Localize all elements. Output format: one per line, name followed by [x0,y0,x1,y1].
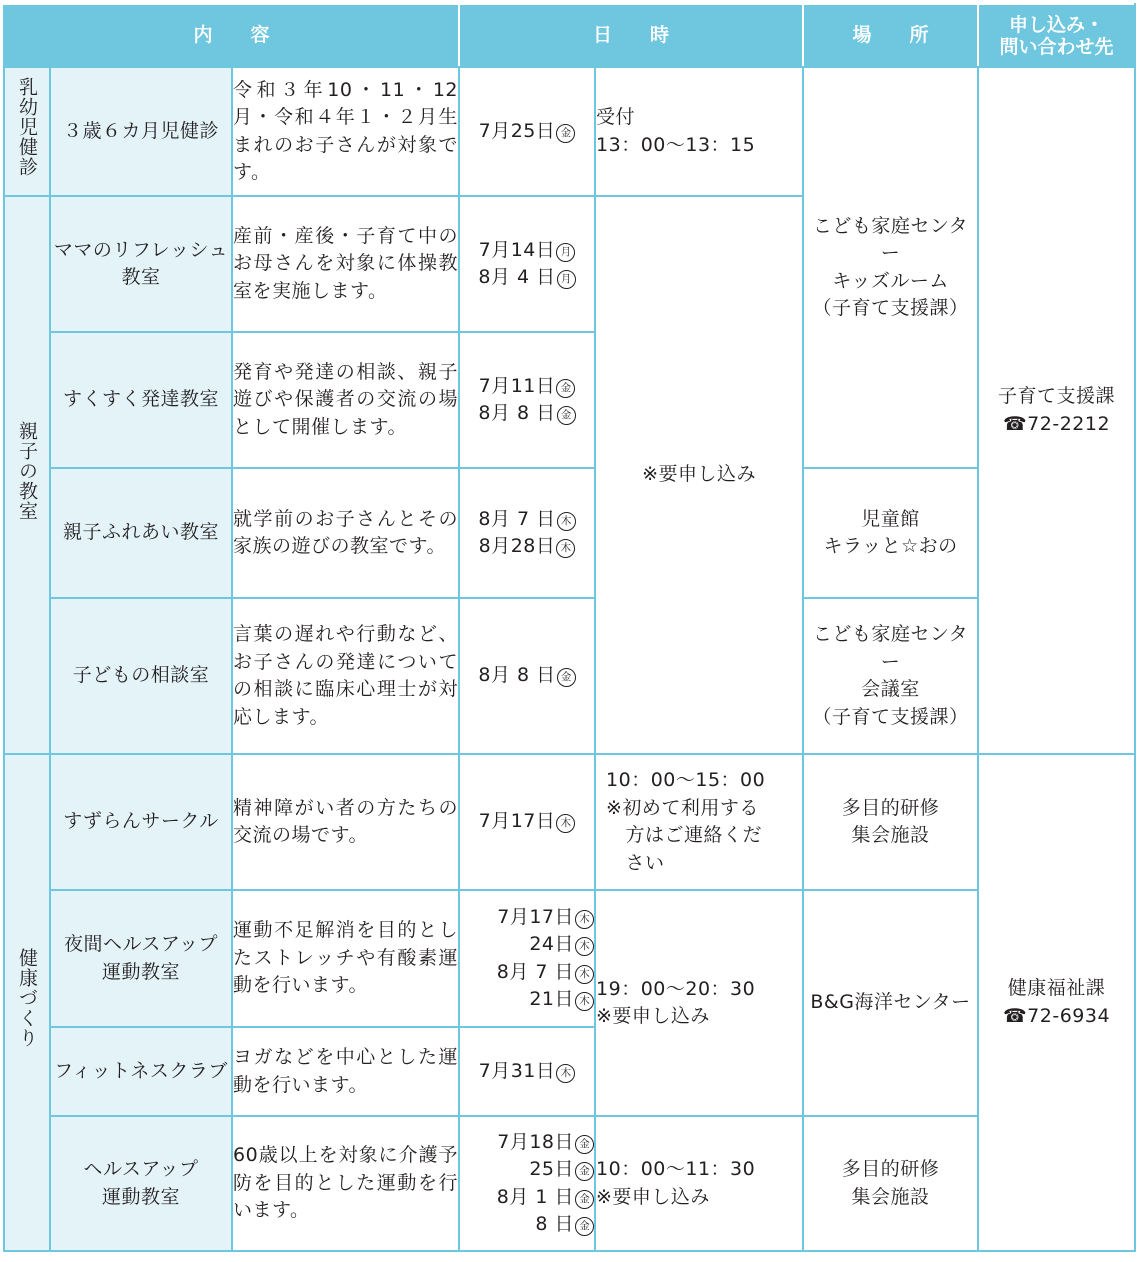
class-dates [459,598,595,754]
date-line [460,506,594,534]
date-text: 8月 8 日 [478,402,556,424]
table-row [4,754,1135,890]
header-content: 内 容 [4,4,459,67]
category-label: 健康づくり [16,948,38,1049]
category-label: 乳幼児健診 [16,77,38,178]
class-place: こども家庭センター キッズルーム （子育て支援課） [803,67,978,468]
category-infant [4,67,50,196]
date-text: 21日 [529,988,575,1010]
weekday-badge: 月 [557,270,576,289]
class-dates [459,890,595,1027]
date-text: 8 日 [535,1213,575,1235]
weekday-badge: 木 [556,539,575,558]
class-description: ヨガなどを中心とした運動を行います。 [232,1027,459,1116]
class-time: 19：00〜20：30 ※要申し込み [595,890,803,1116]
date-line [460,808,594,836]
class-dates [459,1116,595,1251]
weekday-badge: 金 [556,379,575,398]
date-text: 7月31日 [478,1059,556,1082]
class-name: ママのリフレッシュ 教室 [50,196,232,332]
class-dates [459,468,595,598]
class-description: 産前・産後・子育て中のお母さんを対象に体操教室を実施します。 [232,196,459,332]
category-label: 親子の教室 [16,420,38,521]
date-line [460,959,594,987]
class-time: 10：00〜15：00 ※初めて利用する 方はご連絡くだ さい [595,754,803,890]
class-name: ３歳６カ月児健診 [50,67,232,196]
header-place: 場 所 [803,4,978,67]
date-line [460,931,594,959]
date-text: 7月25日 [478,119,556,142]
date-text: 7月14日 [478,238,556,261]
class-name: 夜間ヘルスアップ 運動教室 [50,890,232,1027]
class-name: すくすく発達教室 [50,332,232,468]
class-name: 親子ふれあい教室 [50,468,232,598]
class-time: 10：00〜11：30 ※要申し込み [595,1116,803,1251]
weekday-badge: 木 [575,910,594,929]
weekday-badge: 金 [556,124,575,143]
table-row [4,67,1135,196]
contact-health: 健康福祉課 ☎72-6934 [978,754,1135,1251]
date-line [460,904,594,932]
class-dates [459,332,595,468]
date-line [460,986,594,1014]
header-datetime: 日 時 [459,4,803,67]
date-line [460,118,594,146]
class-name: ヘルスアップ 運動教室 [50,1116,232,1251]
date-text: 25日 [529,1158,575,1180]
class-description: 令和３年10・11・12月・令和４年１・２月生まれのお子さんが対象です。 [232,67,459,196]
weekday-badge: 金 [557,668,576,687]
date-text: 8月 1 日 [496,1185,575,1208]
header-contact: 申し込み・ 問い合わせ先 [978,4,1135,67]
class-name: フィットネスクラブ [50,1027,232,1116]
class-place: 多目的研修 集会施設 [803,1116,978,1251]
weekday-badge: 金 [557,406,576,425]
class-place: 児童館 キラッと☆おの [803,468,978,598]
class-description: 言葉の遅れや行動など、お子さんの発達についての相談に臨床心理士が対応します。 [232,598,459,754]
class-description: 就学前のお子さんとその家族の遊びの教室です。 [232,468,459,598]
date-line [460,662,594,690]
weekday-badge: 金 [575,1162,594,1181]
contact-childcare: 子育て支援課 ☎72-2212 [978,67,1135,754]
schedule-table [3,3,1136,1252]
date-line [460,264,594,292]
class-place: B&G海洋センター [803,890,978,1116]
class-dates [459,67,595,196]
date-text: 8月 4 日 [478,266,556,288]
weekday-badge: 金 [575,1135,594,1154]
date-line [460,1211,594,1239]
weekday-badge: 木 [575,965,594,984]
date-line [460,1129,594,1157]
date-line [460,1156,594,1184]
class-dates [459,1027,595,1116]
category-health [4,754,50,1251]
weekday-badge: 木 [575,937,594,956]
category-parent [4,196,50,754]
class-place: 多目的研修 集会施設 [803,754,978,890]
table-row [4,468,1135,598]
class-description: 発育や発達の相談、親子遊びや保護者の交流の場として開催します。 [232,332,459,468]
class-name: 子どもの相談室 [50,598,232,754]
date-text: 7月17日 [497,905,575,928]
class-name: すずらんサークル [50,754,232,890]
class-description: 運動不足解消を目的としたストレッチや有酸素運動を行います。 [232,890,459,1027]
date-line [460,237,594,265]
weekday-badge: 木 [557,512,576,531]
class-time: 受付 13：00〜13：15 [595,67,803,196]
class-dates [459,754,595,890]
date-text: 7月11日 [478,374,556,397]
date-text: 7月18日 [497,1130,575,1153]
table-row [4,598,1135,754]
weekday-badge: 木 [556,1064,575,1083]
weekday-badge: 木 [575,992,594,1011]
date-line [460,373,594,401]
class-dates [459,196,595,332]
class-time: ※要申し込み [595,196,803,754]
weekday-badge: 月 [556,243,575,262]
date-line [460,533,594,561]
date-text: 8月 7 日 [496,960,575,983]
date-line [460,400,594,428]
date-text: 8月28日 [478,535,556,557]
date-text: 8月 8 日 [478,664,556,687]
header-row [4,4,1135,67]
date-text: 7月17日 [478,810,556,833]
class-description: 60歳以上を対象に介護予防を目的とした運動を行います。 [232,1116,459,1251]
date-text: 8月 7 日 [478,507,556,530]
date-line [460,1184,594,1212]
weekday-badge: 金 [575,1190,594,1209]
weekday-badge: 金 [575,1217,594,1236]
table-row [4,890,1135,1027]
date-line [460,1058,594,1086]
class-description: 精神障がい者の方たちの交流の場です。 [232,754,459,890]
class-place: こども家庭センター 会議室 （子育て支援課） [803,598,978,754]
date-text: 24日 [529,933,575,955]
table-row [4,1116,1135,1251]
weekday-badge: 木 [556,814,575,833]
